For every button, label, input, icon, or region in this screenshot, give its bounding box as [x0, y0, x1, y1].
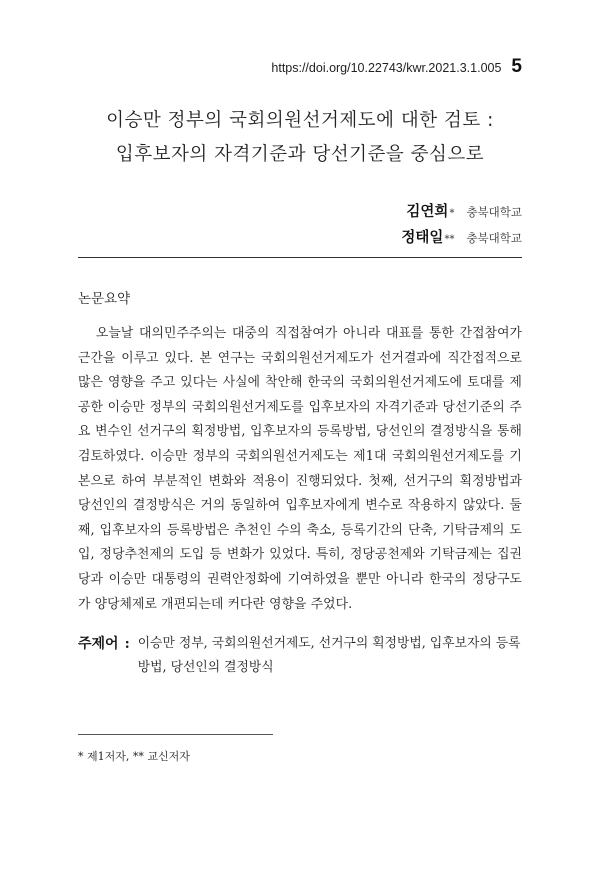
footnote-divider	[78, 734, 273, 735]
abstract-label: 논문요약	[78, 291, 131, 307]
author-row	[401, 200, 522, 226]
author-row	[401, 226, 522, 252]
page-number: 5	[511, 56, 522, 77]
author-name: 정태일	[401, 230, 444, 246]
footnote: * 제1저자, ** 교신저자	[78, 750, 190, 763]
keywords-label: 주제어	[78, 636, 119, 652]
title-line-1: 이승만 정부의 국회의원선거제도에 대한 검토 :	[106, 110, 494, 131]
abstract-body: 오늘날 대의민주주의는 대중의 직접참여가 아니라 대표를 통한 간접참여가 근간을 이루고 있다. 본 연구는 국회의원선거제도가 선거결과에 직간접적으로 많은 영향을 주고 있다는 사실에 착안해 한국의 국회의원선거제도에 토대를 제공한 이승만 정부의 국회의원선거제도를 입후보자의 자격기준과 당선기준의 주요 변수인 선거구의 획정방법, 입후보자의 등록방법, 당선인의 결정방식을 통해 검토하였다. 이승만 정부의 국회의원선거제도는 제1대 국회의원선거제도를 기본으로 하여 부분적인 변화와 적용이 진행되었다. 첫째, 선거구의 획정방법과 당선인의 결정방식은 거의 동일하여 입후보자에게 변수로 작용하지 않았다. 둘째, 입후보자의 등록방법은 추천인 수의 축소, 등록기간의 단축, 기탁금제의 도입, 정당추천제의 도입 등 변화가 있었다. 특히, 정당공천제와 기탁금제는 집권당과 이승만 대통령의 권력안정화에 기여하였을 뿐만 아니라 한국의 정당구도가 양당체제로 개편되는데 커다란 영향을 주었다.	[78, 326, 522, 612]
header-divider	[78, 257, 522, 258]
author-mark: *	[449, 208, 455, 219]
keywords-block	[78, 632, 522, 680]
paper-title	[60, 104, 540, 172]
keywords-text: 이승만 정부, 국회의원선거제도, 선거구의 획정방법, 입후보자의 등록방법, 당선인의 결정방식	[137, 636, 521, 675]
author-list	[401, 200, 522, 252]
author-name: 김연희	[406, 204, 449, 220]
author-affiliation: 충북대학교	[466, 231, 522, 245]
author-affiliation: 충북대학교	[466, 205, 522, 219]
title-line-2: 입후보자의 자격기준과 당선기준을 중심으로	[115, 144, 485, 165]
keywords-colon: :	[124, 636, 130, 652]
author-mark: **	[444, 234, 455, 245]
running-header	[271, 56, 522, 78]
doi-link[interactable]: https://doi.org/10.22743/kwr.2021.3.1.005	[271, 61, 502, 75]
